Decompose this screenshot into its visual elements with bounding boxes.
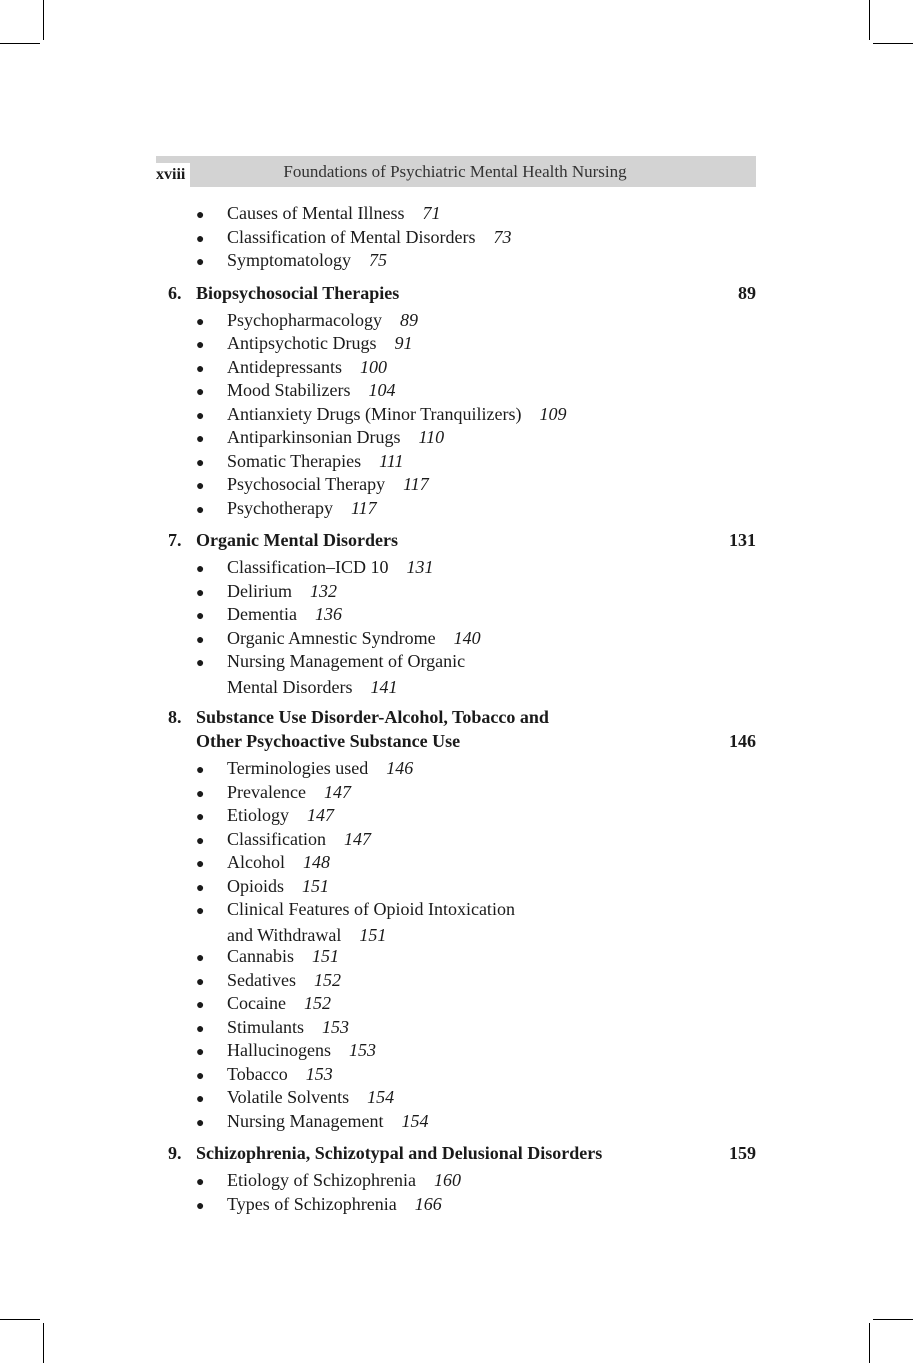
- toc-entry-label: Hallucinogens: [227, 1040, 331, 1060]
- bullet-icon: ●: [196, 479, 205, 494]
- toc-entry-page: 73: [493, 226, 512, 247]
- bullet-icon: ●: [196, 255, 205, 270]
- toc-entry-label: Etiology: [227, 805, 289, 825]
- bullet-icon: ●: [196, 998, 205, 1013]
- toc-entry-page: 153: [305, 1063, 333, 1084]
- toc-entry: [196, 627, 481, 653]
- toc-entry: [196, 1110, 428, 1136]
- toc-entry-page: 152: [314, 969, 341, 990]
- toc-entry-label: Psychotherapy: [227, 497, 333, 518]
- toc-entry-page: 152: [303, 993, 331, 1013]
- toc-entry-label: Psychopharmacology: [227, 309, 382, 330]
- bullet-icon: ●: [196, 951, 205, 966]
- toc-entry-label: Stimulants: [227, 1016, 305, 1037]
- bullet-icon: ●: [196, 338, 205, 353]
- toc-entry-label: Mood Stabilizers: [227, 380, 351, 400]
- bullet-icon: ●: [196, 502, 205, 518]
- toc-entry-label: Antiparkinsonian Drugs: [227, 427, 401, 447]
- running-title: Foundations of Psychiatric Mental Health Nursing: [283, 162, 627, 181]
- toc-entry-page: 104: [368, 380, 396, 400]
- toc-entry-page: 140: [453, 627, 481, 648]
- toc-entry: [196, 309, 418, 335]
- bullet-icon: ●: [196, 231, 205, 247]
- toc-entry-page: 132: [310, 580, 337, 601]
- toc-entry: [196, 1039, 376, 1065]
- bullet-icon: ●: [196, 385, 205, 400]
- chapter-title: Other Psychoactive Substance Use: [196, 731, 461, 751]
- toc-entry-label: Dementia: [227, 604, 297, 624]
- chapter-title: Substance Use Disorder-Alcohol, Tobacco and: [196, 707, 549, 727]
- toc-entry-page: 91: [394, 333, 413, 353]
- toc-entry-label: Organic Amnestic Syndrome: [227, 627, 436, 648]
- toc-entry: [196, 804, 334, 830]
- toc-entry-label: Antidepressants: [227, 356, 342, 377]
- bullet-icon: ●: [196, 833, 205, 849]
- toc-entry: [196, 473, 429, 499]
- toc-entry: [196, 1086, 394, 1112]
- toc-entry-label: Symptomatology: [227, 250, 352, 270]
- toc-entry-label: Types of Schizophrenia: [227, 1193, 397, 1214]
- bullet-icon: ●: [196, 208, 205, 223]
- toc-entry-page: 110: [418, 427, 445, 447]
- toc-entry-page: 131: [406, 557, 434, 577]
- bullet-icon: ●: [196, 562, 205, 577]
- toc-entry: [196, 828, 371, 854]
- chapter-title: Biopsychosocial Therapies: [196, 282, 400, 303]
- toc-entry-page: 153: [322, 1016, 350, 1037]
- toc-entry: [196, 851, 330, 877]
- toc-entry-label: Classification of Mental Disorders: [227, 226, 476, 247]
- toc-entry: [196, 497, 377, 523]
- toc-entry-page: 148: [303, 852, 330, 872]
- toc-entry: [196, 757, 413, 783]
- toc-entry-page: 146: [386, 758, 414, 778]
- toc-entry-page: 71: [422, 203, 441, 223]
- chapter-number: 9.: [168, 1143, 182, 1163]
- toc-entry: [196, 580, 337, 606]
- toc-entry: [196, 945, 339, 971]
- toc-entry: [196, 332, 412, 358]
- toc-entry-label: Opioids: [227, 875, 285, 896]
- toc-entry-page: 141: [370, 676, 398, 697]
- toc-entry-page: 117: [403, 474, 429, 494]
- page-folio: xviii: [156, 163, 190, 187]
- toc-entry-label: Classification–ICD 10: [227, 557, 389, 577]
- bullet-icon: ●: [196, 314, 205, 330]
- toc-entry-page: 151: [312, 946, 339, 966]
- toc-entry-label: Delirium: [227, 580, 292, 601]
- toc-entry: [196, 992, 331, 1018]
- bullet-icon: ●: [196, 1045, 205, 1060]
- toc-entry-page: 89: [399, 309, 418, 330]
- chapter-title: Organic Mental Disorders: [196, 530, 398, 550]
- toc-entry: [196, 1169, 461, 1195]
- toc-entry-label: Antipsychotic Drugs: [227, 333, 377, 353]
- bullet-icon: ●: [196, 361, 205, 377]
- bullet-icon: ●: [196, 609, 205, 624]
- chapter-number: 7.: [168, 530, 182, 550]
- toc-entry-label: Mental Disorders: [227, 676, 353, 697]
- chapter-number: 6.: [168, 282, 182, 303]
- toc-entry-label: Volatile Solvents: [227, 1087, 350, 1107]
- toc-entry-page: 151: [302, 875, 330, 896]
- toc-entry-page: 160: [433, 1170, 461, 1190]
- chapter-page: 131: [729, 530, 756, 550]
- toc-entry-label: Nursing Management of Organic: [227, 651, 466, 671]
- bullet-icon: ●: [196, 585, 205, 601]
- toc-entry-page: 117: [350, 497, 377, 518]
- toc-entry-page: 109: [539, 403, 567, 424]
- toc-entry-label: Causes of Mental Illness: [227, 203, 405, 223]
- toc-entry: [196, 403, 566, 429]
- toc-entry-label: Tobacco: [227, 1063, 288, 1084]
- toc-entry-label: Clinical Features of Opioid Intoxication: [227, 899, 515, 919]
- toc-entry: [196, 875, 329, 901]
- bullet-icon: ●: [196, 974, 205, 990]
- bullet-icon: ●: [196, 1115, 205, 1131]
- toc-entry: [196, 969, 341, 995]
- bullet-icon: ●: [196, 408, 205, 424]
- toc-entry-label: Classification: [227, 828, 326, 849]
- toc-entry: [196, 379, 396, 405]
- toc-entry-page: 166: [414, 1193, 442, 1214]
- toc-entry-page: 75: [369, 250, 388, 270]
- bullet-icon: ●: [196, 880, 205, 896]
- toc-entry-label: and Withdrawal: [227, 924, 342, 945]
- bullet-icon: ●: [196, 1175, 205, 1190]
- toc-entry: [196, 603, 342, 629]
- toc-entry: [196, 556, 433, 582]
- toc-entry: [196, 650, 465, 699]
- bullet-icon: ●: [196, 786, 205, 802]
- toc-entry: [196, 781, 351, 807]
- bullet-icon: ●: [196, 432, 205, 447]
- bullet-icon: ●: [196, 857, 205, 872]
- chapter-title: Schizophrenia, Schizotypal and Delusional Disorders: [196, 1143, 603, 1163]
- toc-entry-label: Sedatives: [227, 969, 296, 990]
- toc-entry-page: 111: [379, 450, 404, 471]
- chapter-page: 89: [738, 282, 756, 303]
- toc-entry-page: 153: [348, 1040, 376, 1060]
- toc-entry-page: 100: [359, 356, 387, 377]
- toc-entry-label: Etiology of Schizophrenia: [227, 1170, 416, 1190]
- toc-entry-page: 147: [307, 805, 334, 825]
- toc-entry: [196, 356, 387, 382]
- toc-entry-page: 154: [367, 1087, 395, 1107]
- toc-entry: [196, 450, 403, 476]
- toc-entry-page: 147: [323, 781, 351, 802]
- bullet-icon: ●: [196, 455, 205, 471]
- toc-entry-page: 151: [359, 924, 387, 945]
- toc-entry-label: Cannabis: [227, 946, 294, 966]
- toc-entry: [196, 1016, 349, 1042]
- toc-entry: [196, 226, 511, 252]
- toc-entry-page: 147: [343, 828, 371, 849]
- toc-entry-label: Antianxiety Drugs (Minor Tranquilizers): [227, 403, 522, 424]
- bullet-icon: ●: [196, 1092, 205, 1107]
- bullet-icon: ●: [196, 904, 205, 919]
- bullet-icon: ●: [196, 1068, 205, 1084]
- toc-entry-label: Alcohol: [227, 852, 285, 872]
- toc-entry: [196, 202, 440, 228]
- chapter-page: 159: [729, 1143, 756, 1163]
- toc-entry: [196, 898, 515, 947]
- chapter-page: 146: [729, 731, 756, 751]
- toc-entry: [196, 1193, 442, 1219]
- toc-entry-label: Prevalence: [227, 781, 306, 802]
- bullet-icon: ●: [196, 763, 205, 778]
- toc-entry-page: 136: [314, 604, 342, 624]
- bullet-icon: ●: [196, 810, 205, 825]
- toc-entry-label: Nursing Management: [227, 1110, 384, 1131]
- toc-entry-label: Cocaine: [227, 993, 286, 1013]
- chapter-number: 8.: [168, 707, 182, 727]
- bullet-icon: ●: [196, 1198, 205, 1214]
- toc-entry-page: 154: [401, 1110, 429, 1131]
- toc-entry-label: Somatic Therapies: [227, 450, 362, 471]
- bullet-icon: ●: [196, 656, 205, 671]
- toc-entry: [196, 249, 387, 275]
- bullet-icon: ●: [196, 1021, 205, 1037]
- toc-entry-label: Psychosocial Therapy: [227, 474, 386, 494]
- bullet-icon: ●: [196, 632, 205, 648]
- toc-entry: [196, 1063, 333, 1089]
- toc-entry-label: Terminologies used: [227, 758, 369, 778]
- toc-entry: [196, 426, 444, 452]
